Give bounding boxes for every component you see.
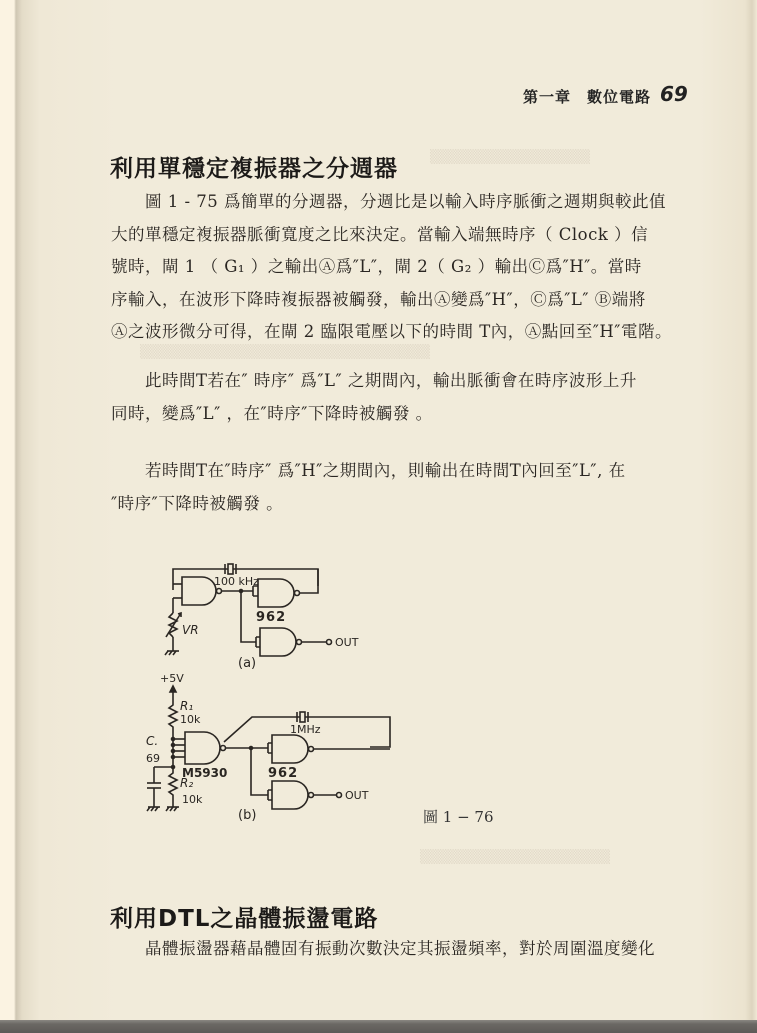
text-line: Ⓐ之波形微分可得，在閘 2 臨限電壓以下的時間 T內，Ⓐ點回至″H″電階。 [111, 322, 672, 341]
running-head: 第一章 數位電路 [523, 88, 652, 106]
bleed-through-text: ▒▒▒▒▒▒▒▒▒▒▒▒▒▒▒▒▒▒▒▒▒▒▒▒▒▒▒▒▒ [140, 345, 430, 360]
bleed-through-text: ▒▒▒▒▒▒▒▒▒▒▒▒▒▒▒▒ [430, 150, 590, 165]
paragraph [111, 186, 691, 349]
text-line: 序輸入，在波形下降時複振器被觸發，輸出Ⓐ變爲″H″，Ⓒ爲″L″ Ⓑ端將 [111, 289, 646, 309]
section-title: 利用單穩定複振器之分週器 [110, 156, 398, 182]
out-label-a: OUT [335, 636, 359, 649]
bleed-through-text: ▒▒▒▒▒▒▒▒▒▒▒▒▒▒▒▒▒▒▒ [420, 850, 610, 865]
text-line: ″時序″下降時被觸發 。 [111, 493, 284, 513]
paragraph [111, 365, 691, 430]
supply-label: +5V [160, 672, 184, 685]
page-number: 69 [660, 82, 688, 106]
vr-label: VR [182, 623, 199, 637]
ic2-label-b: 962 [268, 766, 299, 781]
text-line: 晶體振盪器藉晶體固有振動次數決定其振盪頻率，對於周圍溫度變化 [145, 939, 655, 958]
ic-label-a: 962 [256, 610, 287, 625]
cap-value: 69 [146, 752, 160, 765]
text-line: 圖 1 - 75 爲簡單的分週器，分週比是以輸入時序脈衝之週期與較此值 [145, 192, 667, 211]
out-label-b: OUT [345, 789, 369, 802]
text-line: 大的單穩定複振器脈衝寬度之比來決定。當輸入端無時序（ Clock ）信 [111, 224, 649, 244]
ic1-label-b: M5930 [182, 766, 228, 780]
paragraph [111, 933, 691, 966]
text-line: 若時間T在″時序″ 爲″H″之期間內，則輸出在時間T內回至″L″, 在 [145, 461, 626, 480]
text-line: 此時間T若在″ 時序″ 爲″L″ 之期間內，輸出脈衝會在時序波形上升 [145, 371, 637, 390]
r1-label: R₁ [180, 699, 194, 713]
cap-label: C. [146, 734, 159, 748]
text-line: 號時，閘 1 （ G₁ ）之輸出Ⓐ爲″L″，閘 2（ G₂ ）輸出Ⓒ爲″H″。當時 [111, 257, 642, 276]
r2-label: R₂ [180, 776, 194, 790]
r2-value: 10k [182, 793, 203, 806]
crystal-freq-label-b: 1MHz [290, 723, 321, 736]
figure-caption: 圖 1 − 76 [423, 808, 494, 826]
circuit-b-label: (b) [238, 808, 257, 823]
circuit-a-label: (a) [238, 656, 257, 671]
scan-bottom-edge [0, 1020, 757, 1033]
r1-value: 10k [180, 713, 201, 726]
section-title: 利用DTL之晶體振盪電路 [110, 906, 379, 932]
paragraph [111, 455, 691, 520]
text-line: 同時，變爲″L″ ，在″時序″下降時被觸發 。 [111, 403, 433, 423]
crystal-freq-label-a: 100 kHz [214, 575, 259, 588]
circuit-diagram [140, 555, 400, 835]
circuit-figure [140, 555, 400, 835]
